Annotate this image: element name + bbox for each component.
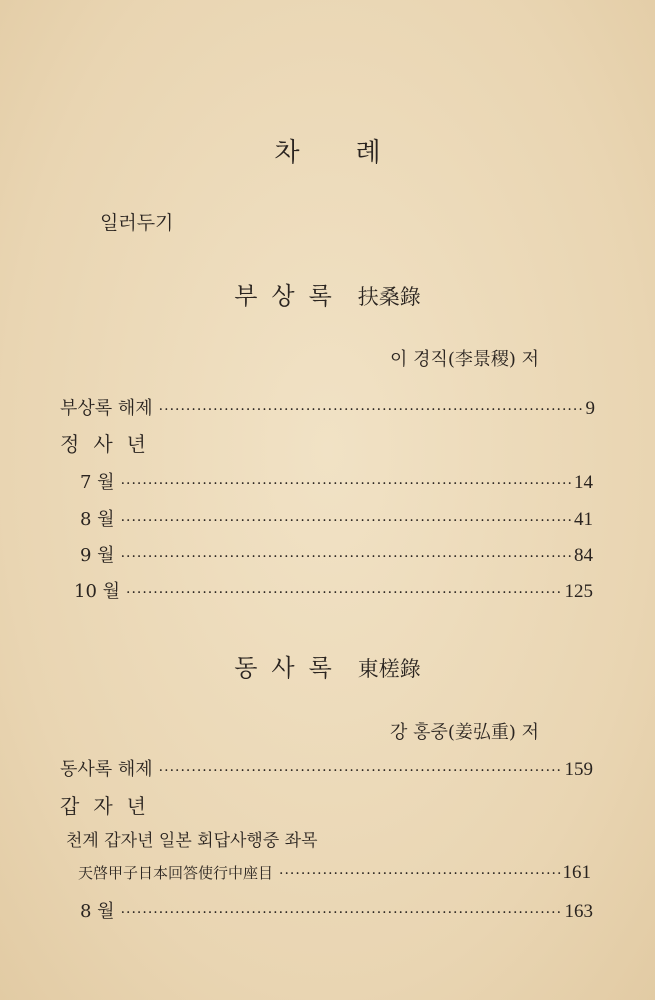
book-2-author: 강 홍중(姜弘重) 저 [390, 722, 540, 743]
toc-entry-book-1-month-10[interactable] [74, 577, 593, 603]
book-1-author: 이 경직(李景稷) 저 [390, 349, 540, 370]
book-2-title-hangul: 동사록 [234, 654, 346, 682]
leader-dots [121, 476, 572, 492]
leader-dots [121, 513, 572, 529]
page-title-part-2: 례 [355, 138, 381, 168]
leader-dots [159, 763, 563, 779]
book-2-title-hanja: 東槎錄 [357, 657, 421, 681]
toc-entry-label: 부상록 해제 [60, 398, 153, 419]
page-title [0, 132, 655, 169]
toc-entry-label: 10 월 [74, 581, 121, 602]
toc-entry-page: 125 [564, 581, 593, 602]
toc-entry-page: 163 [564, 901, 593, 922]
toc-entry-book-1-commentary[interactable] [60, 394, 595, 420]
book-1-era-heading: 정사년 [60, 432, 160, 456]
toc-entry-label: 天啓甲子日本回答使行中座目 [78, 864, 274, 882]
leader-dots [279, 866, 560, 882]
toc-entry-page: 9 [585, 398, 595, 419]
toc-entry-label: 8 월 [80, 901, 115, 922]
leader-dots [159, 402, 584, 418]
toc-entry-book-1-month-7[interactable] [80, 468, 593, 494]
toc-entry-intro[interactable]: 일러두기 [100, 212, 174, 234]
toc-entry-book-2-month-8[interactable] [80, 897, 593, 923]
book-1-title [0, 276, 655, 311]
book-2-era-heading: 갑자년 [60, 794, 160, 818]
book-2-title [0, 648, 655, 683]
toc-entry-label: 8 월 [80, 509, 115, 530]
toc-entry-book-2-roster[interactable] [78, 862, 591, 884]
toc-entry-page: 84 [574, 545, 593, 566]
page-title-part-1: 차 [274, 138, 300, 168]
toc-entry-book-1-month-9[interactable] [80, 541, 593, 567]
toc-entry-label: 동사록 해제 [60, 759, 153, 780]
toc-entry-book-2-commentary[interactable] [60, 755, 593, 781]
leader-dots [121, 549, 572, 565]
book-1-title-hangul: 부상록 [234, 282, 346, 310]
book-1-title-hanja: 扶桑錄 [357, 285, 421, 309]
book-2-subtitle: 천계 갑자년 일본 회답사행중 좌목 [66, 831, 318, 851]
leader-dots [121, 905, 563, 921]
toc-entry-page: 41 [574, 509, 593, 530]
leader-dots [126, 585, 562, 601]
toc-entry-label: 9 월 [80, 545, 115, 566]
toc-entry-label: 7 월 [80, 472, 115, 493]
toc-entry-page: 159 [564, 759, 593, 780]
toc-entry-page: 14 [574, 472, 593, 493]
toc-entry-page: 161 [562, 862, 591, 883]
toc-entry-book-1-month-8[interactable] [80, 505, 593, 531]
